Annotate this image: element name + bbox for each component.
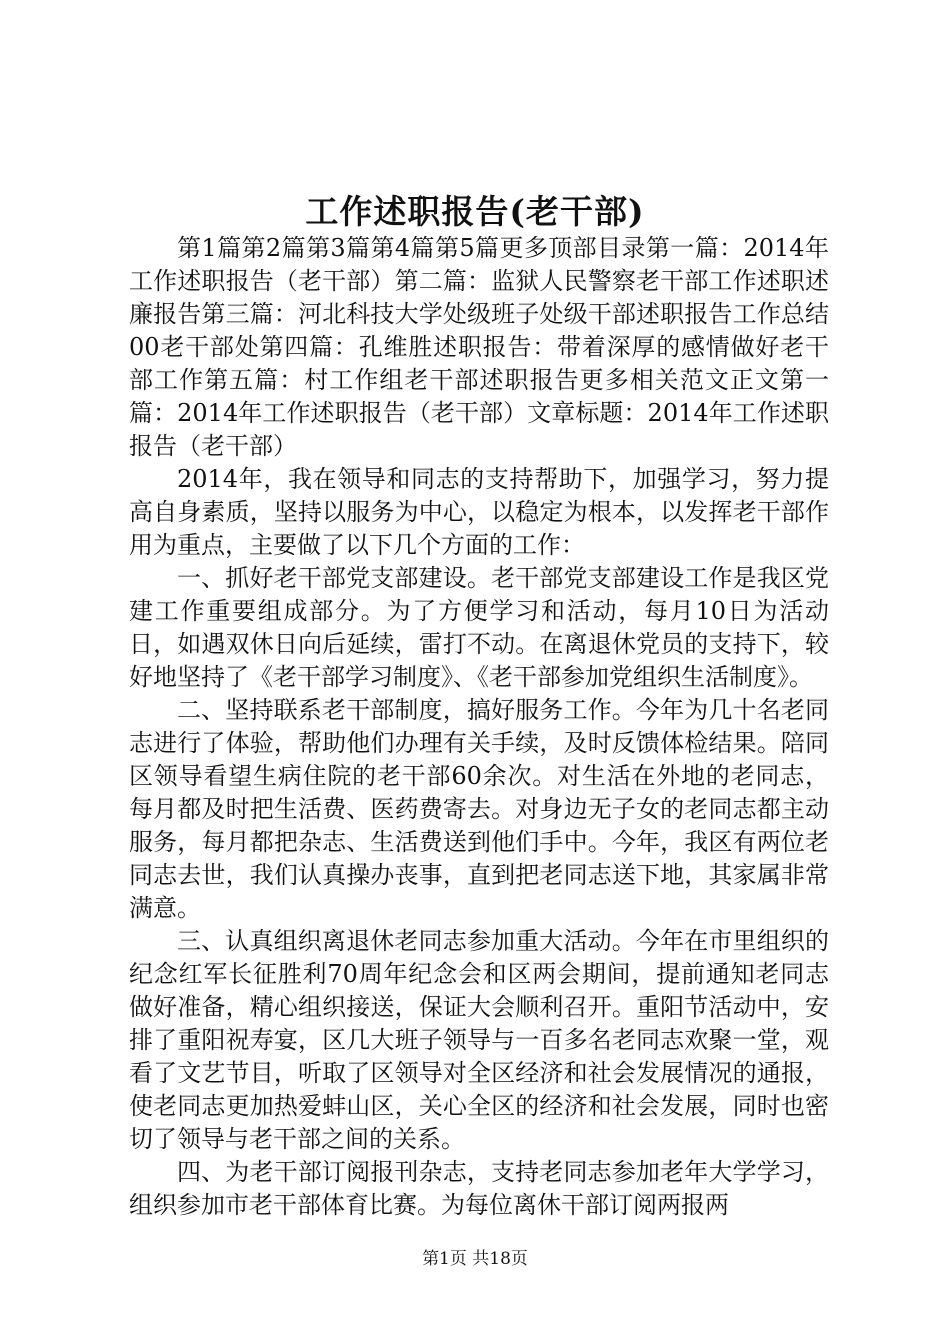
document-body: [129, 232, 829, 1222]
paragraph-intro: 2014年，我在领导和同志的支持帮助下，加强学习，努力提高自身素质，坚持以服务为中心，以稳定为根本，以发挥老干部作用为重点，主要做了以下几个方面的工作：: [129, 465, 829, 559]
paragraph-section-3: 三、认真组织离退休老同志参加重大活动。今年在市里组织的纪念红军长征胜利70周年纪念会和区两会期间，提前通知老同志做好准备，精心组织接送，保证大会顺利召开。重阳节活动中，安排了重阳祝寿宴，区几大班子领导与一百多名老同志欢聚一堂，观看了文艺节目，听取了区领导对全区经济和社会发展情况的通报，使老同志更加热爱蚌山区，关心全区的经济和社会发展，同时也密切了领导与老干部之间的关系。: [129, 927, 829, 1153]
document-title: 工作述职报告(老干部): [305, 192, 645, 231]
paragraph-contents: 第1篇第2篇第3篇第4篇第5篇更多顶部目录第一篇：2014年工作述职报告（老干部）第二篇：监狱人民警察老干部工作述职述廉报告第三篇：河北科技大学处级班子处级干部述职报告工作总结00老干部处第四篇：孔维胜述职报告：带着深厚的感情做好老干部工作第五篇：村工作组老干部述职报告更多相关范文正文第一篇：2014年工作述职报告（老干部）文章标题：2014年工作述职报告（老干部）: [129, 234, 829, 460]
page-number-footer: 第1页 共18页: [422, 1249, 528, 1269]
paragraph-section-1: 一、抓好老干部党支部建设。老干部党支部建设工作是我区党建工作重要组成部分。为了方便学习和活动，每月10日为活动日，如遇双休日向后延续，雷打不动。在离退休党员的支持下，较好地坚持了《老干部学习制度》、《老干部参加党组织生活制度》。: [129, 564, 829, 691]
paragraph-section-2: 二、坚持联系老干部制度，搞好服务工作。今年为几十名老同志进行了体验，帮助他们办理有关手续，及时反馈体检结果。陪同区领导看望生病住院的老干部60余次。对生活在外地的老同志，每月都及时把生活费、医药费寄去。对身边无子女的老同志都主动服务，每月都把杂志、生活费送到他们手中。今年，我区有两位老同志去世，我们认真操办丧事，直到把老同志送下地，其家属非常满意。: [129, 696, 829, 922]
paragraph-section-4: 四、为老干部订阅报刊杂志，支持老同志参加老年大学学习，组织参加市老干部体育比赛。为每位离休干部订阅两报两: [129, 1158, 829, 1219]
